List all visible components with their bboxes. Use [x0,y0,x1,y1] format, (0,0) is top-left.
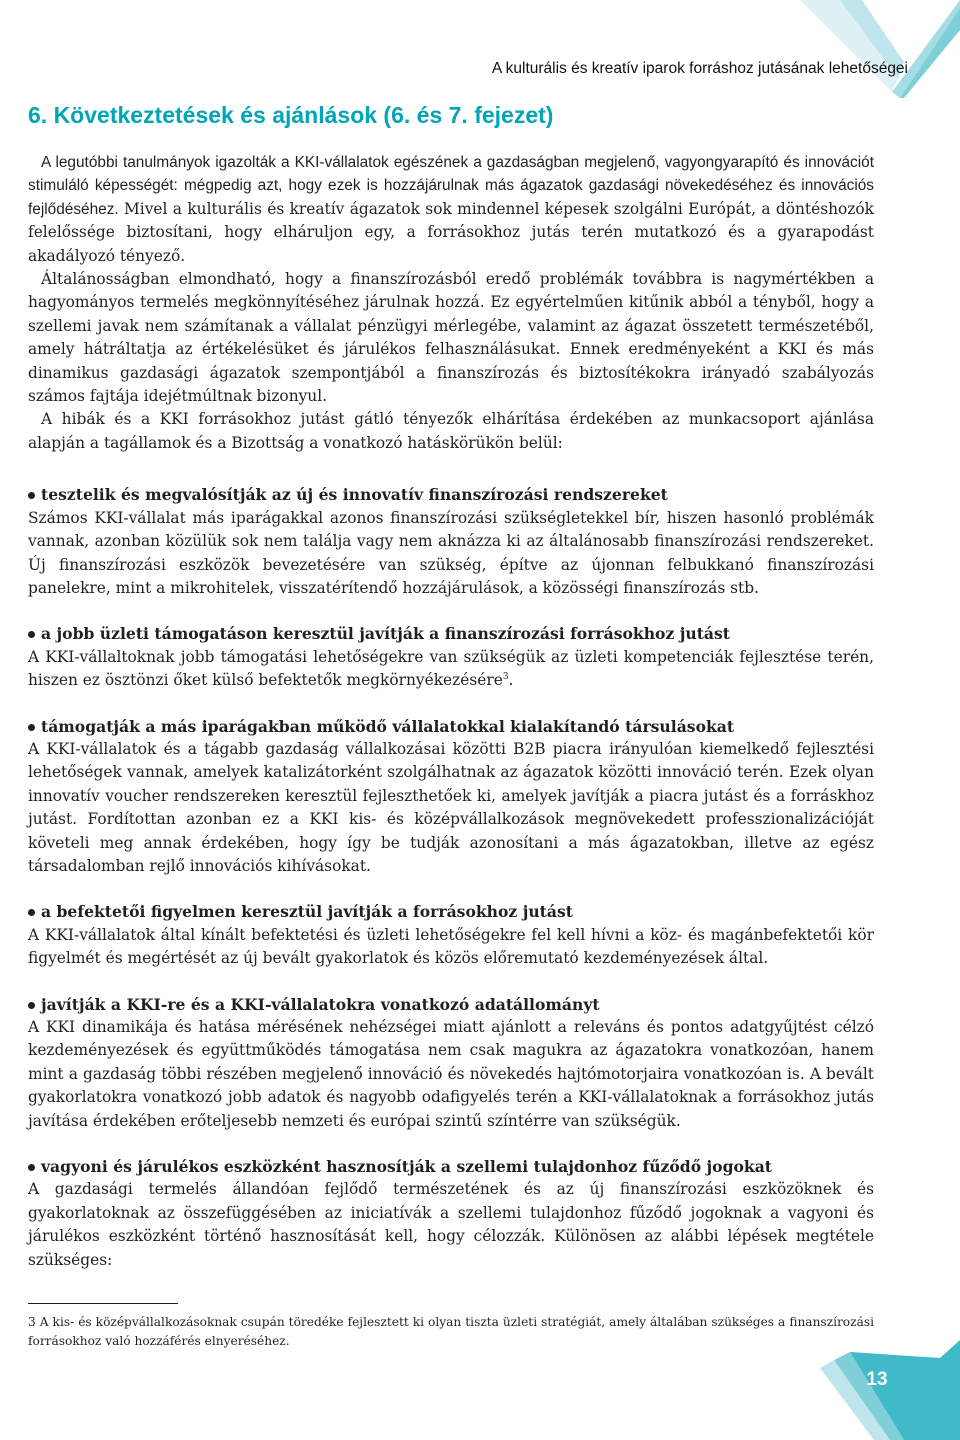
bullet-icon [28,1002,35,1009]
list-item-text: A KKI-vállaltoknak jobb támogatási lehetőségekre van szükségük az üzleti kompetenciák fejlesztése terén, hiszen ez ösztönzi őket külső befektetők megkörnyékezésére [28,647,874,690]
intro-paragraph-1 [28,151,874,268]
list-item-text: Számos KKI-vállalat más iparágakkal azonos finanszírozási szükségletekkel bír, hiszen hasonló problémák vannak, azonban közülük sok nem találja vagy nem aknázza ki az általánosabb finanszírozási rendszereket. Új finanszírozási eszközök bevezetésére van szükség, építve az újonnan felbukkanó finanszírozási panelekre, mint a mikrohitelek, visszatérítendő hozzájárulások, a közösségi finanszírozás stb. [28,508,874,597]
list-item [28,715,874,879]
footnote-ref[interactable]: 3 [502,672,509,682]
list-item [28,1155,874,1272]
bullet-icon [28,1164,35,1171]
list-item-text: A KKI dinamikája és hatása mérésének nehézségei miatt ajánlott a releváns és pontos adatgyűjtést célzó kezdeményezések és együttműködés támogatása nem csak magukra az ágazatokra vonatkozóan, hanem mint a gazdaság többi részében megjelenő innováció és növekedés hajtómotorjaira vonatkozóan is. A bevált gyakorlatokra vonatkozó jobb adatok és nagyobb odafigyelés terén a KKI-vállalatoknak a forrásokhoz jutás javítása érdekében erőteljesebb nemzeti és európai szintű színtérre van szükségük. [28,1018,874,1130]
list-item-title: javítják a KKI-re és a KKI-vállalatokra vonatkozó adatállományt [41,994,600,1014]
list-item [28,993,874,1133]
list-item-text-wrap [28,646,874,693]
intro-paragraph-2: Általánosságban elmondható, hogy a finanszírozásból eredő problémák továbbra is nagymértékben a hagyományos termelés megkönnyítéséhez járulnak hozzá. Ez egyértelműen kitűnik abból a tényből, hogy a szellemi javak nem számítanak a vállalat pénzügyi mérlegébe, valamint az ágazat összetett természetéből, amely hátráltatja az értékelésüket és járulékos felhasználásukat. Ennek eredményeként a KKI és más dinamikus gazdasági ágazatok szempontjából a finanszírozás és biztosítékokra irányadó szabályozás számos fajtája idejétmúltnak bizonyul. [28,270,874,406]
running-header: A kulturális és kreatív iparok forráshoz jutásának lehetőségei [491,60,908,77]
list-item-title: a jobb üzleti támogatáson keresztül javítják a finanszírozási forrásokhoz jutást [41,624,731,644]
list-item-text: A gazdasági termelés állandóan fejlődő természetének és az új finanszírozási eszközöknek és gyakorlatoknak az összefüggésében az iniciatívák a szellemi tulajdonhoz fűződő jogoknak a vagyoni és járulékos eszközként történő hasznosítását kell, hogy célozzák. Különösen az alábbi lépések megtétele szükséges: [28,1180,874,1269]
footnote: 3 A kis- és középvállalkozásoknak csupán töredéke fejlesztett ki olyan tiszta üzleti stratégiát, amely általában szükséges a finanszírozási forrásokhoz való hozzáférés elnyeréséhez. [28,1315,874,1348]
list-item [28,622,874,692]
list-item [28,900,874,970]
main-content [28,151,874,1294]
footnote-divider [28,1303,178,1304]
list-item-text: A KKI-vállalatok és a tágabb gazdaság vállalkozásai közötti B2B piacra irányulóan kiemelkedő fejlesztési lehetőségek vannak, amelyek katalizátorként szolgálhatnak az ágazatok közötti innováció terén. Ezek olyan innovatív voucher rendszereken keresztül fejleszthetőek ki, amelyek javítják a piacra jutást és a forráskhoz jutást. Fordítottan azonban ez a KKI kis- és középvállalkozások megnövekedett professzionalizációját követeli meg annak érdekében, hogy így be tudják azonosítani a más ágazatokban, illetve az egész társadalomban rejlő innovációs kihívásokat. [28,739,874,875]
list-item-title: vagyoni és járulékos eszközként hasznosítják a szellemi tulajdonhoz fűződő jogokat [41,1157,772,1177]
list-item-text: A KKI-vállalatok által kínált befektetési és üzleti lehetőségekre fel kell hívni a köz- és magánbefektetői kör figyelmét és megértését az új bevált gyakorlatok és közös előremutató kezdeményezések által. [28,925,874,968]
recommendation-list [28,483,874,1272]
list-item-title: tesztelik és megvalósítják az új és innovatív finanszírozási rendszereket [41,485,668,505]
page-number: 13 [866,1369,888,1390]
intro-paragraph-1-serif: Mivel a kulturális és kreatív ágazatok sok mindennel képesek szolgálni Európát, a döntéshozók felelőssége biztosítani, hogy elháruljon egy, a forrásokhoz jutás terén mutatkozó és a gyarapodást akadályozó tényező. [28,199,874,265]
publisher-logo-icon [800,0,960,100]
list-item-title: támogatják a más iparágakban működő vállalatokkal kialakítandó társulásokat [41,716,735,736]
intro-paragraph-1-sans: A legutóbbi tanulmányok igazolták a KKI-vállalatok egészének a gazdaságban megjelenő, vagyongyarapító és innovációt stimuláló képességét: mégpedig azt, hogy ezek is hozzájárulnak más ágazatok gazdasági növekedéséhez és innovációs fejlődéséhez. [28,154,874,218]
intro-paragraph-3: A hibák és a KKI forrásokhoz jutást gátló tényezők elhárítása érdekében az munkacsoport ajánlása alapján a tagállamok és a Bizottság a vonatkozó hatáskörükön belül: [28,410,874,452]
bullet-icon [28,724,35,731]
list-item-title: a befektetői figyelmen keresztül javítják a forrásokhoz jutást [41,902,573,922]
list-item-text-end: . [508,671,514,690]
chapter-title: 6. Következtetések és ajánlások (6. és 7. fejezet) [28,102,554,128]
list-item [28,483,874,600]
